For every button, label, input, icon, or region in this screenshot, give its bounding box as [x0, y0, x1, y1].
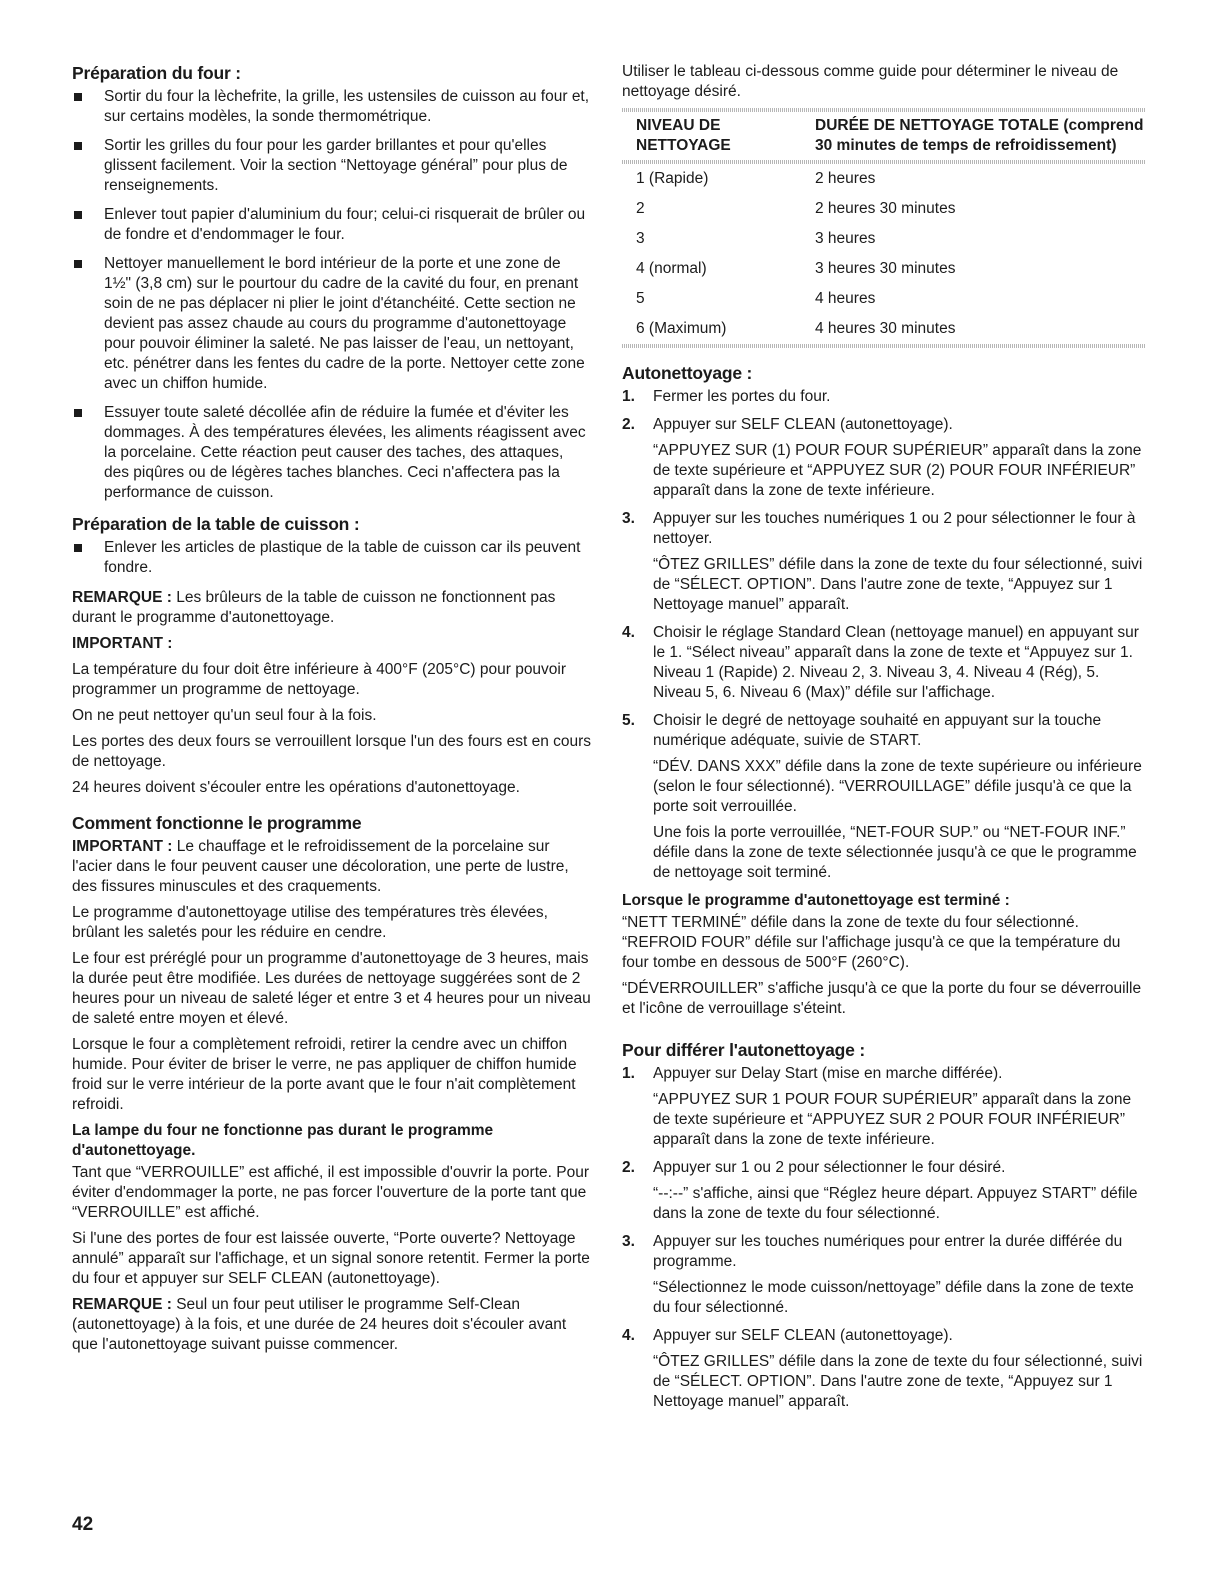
- step-item: 1. Fermer les portes du four.: [622, 388, 831, 405]
- note-paragraph: REMARQUE : Seul un four peut utiliser le programme Self-Clean (autonettoyage) à la fois, et une durée de 24 heures doit s'écouler avant que l'autonettoyage suivant puisse commencer.: [72, 1296, 567, 1353]
- list-item: Sortir du four la lèchefrite, la grille, les ustensiles de cuisson au four et, sur certains modèles, la sonde thermométrique.: [72, 87, 592, 127]
- autoclean-steps: [622, 387, 1146, 883]
- bullet-square-icon: [74, 544, 82, 552]
- lamp-paragraph: Si l'une des portes de four est laissée ouverte, “Porte ouverte? Nettoyage annulé” apparaît sur l'affichage, et un signal sonore retentit. Fermer la porte du four et appuyer sur SELF CLEAN (autonettoyage).: [72, 1230, 590, 1287]
- how-heading: Comment fonctionne le programme: [72, 813, 362, 833]
- step-item: 3. Appuyer sur les touches numériques 1 ou 2 pour sélectionner le four à nettoyer. “ÔTEZ GRILLES” défile dans la zone de texte du four sélectionné, suivi de “SÉLECT. OPTION”. Dans l'autre zone de texte, “Appuyez sur 1 Nettoyage manuel” apparaît.: [622, 510, 1143, 613]
- list-item: Nettoyer manuellement le bord intérieur de la porte et une zone de 1½" (3,8 cm) sur le pourtour du cadre de la cavité du four, en prenant soin de ne pas déplacer ni plier le joint d'étanchéité. Cette section ne devient pas assez chaude au cours du programme d'autonettoyage pour pouvoir éliminer la saleté. Ne pas laisser de l'eau, un nettoyant, etc. pénétrer dans les fentes du cadre de la porte. Nettoyer cette zone avec un chiffon humide.: [72, 254, 592, 394]
- important-paragraph: Les portes des deux fours se verrouillent lorsque l'un des fours est en cours de nettoyage.: [72, 733, 592, 770]
- table-intro: Utiliser le tableau ci-dessous comme guide pour déterminer le niveau de nettoyage désiré.: [622, 63, 1119, 100]
- step-item: 2. Appuyer sur 1 ou 2 pour sélectionner le four désiré. “--:--” s'affiche, ainsi que “Réglez heure départ. Appuyez START” défile dans la zone de texte du four sélectionné.: [622, 1159, 1138, 1222]
- table-row: 1 (Rapide) 2 heures: [636, 170, 876, 187]
- list-item: Enlever les articles de plastique de la table de cuisson car ils peuvent fondre.: [72, 538, 592, 578]
- step-item: 1. Appuyer sur Delay Start (mise en marche différée). “APPUYEZ SUR 1 POUR FOUR SUPÉRIEUR” apparaît dans la zone de texte supérieure et “APPUYEZ SUR 2 POUR FOUR INFÉRIEUR” apparaît dans la zone de texte inférieure.: [622, 1065, 1132, 1148]
- left-column: [72, 62, 592, 1361]
- how-important-paragraph: IMPORTANT : Le chauffage et le refroidissement de la porcelaine sur l'acier dans le four peuvent causer une décoloration, une perte de lustre, des fissures minuscules et des craquements.: [72, 838, 569, 895]
- important-label: IMPORTANT :: [72, 635, 173, 652]
- done-paragraph: “DÉVERROUILLER” s'affiche jusqu'à ce que la porte du four se déverrouille et l'icône de verrouillage s'éteint.: [622, 980, 1142, 1017]
- lamp-paragraph: Tant que “VERROUILLE” est affiché, il est impossible d'ouvrir la porte. Pour éviter d'endommager la porte, ne pas forcer l'ouverture de la porte tant que “VERROUILLE” est affiché.: [72, 1164, 589, 1221]
- cleaning-level-table: [622, 108, 1146, 348]
- autoclean-heading: Autonettoyage :: [622, 363, 753, 383]
- column-header-level: NIVEAU DE NETTOYAGE: [636, 117, 731, 154]
- step-item: 3. Appuyer sur les touches numériques pour entrer la durée différée du programme. “Sélectionnez le mode cuisson/nettoyage” défile dans la zone de texte du four sélectionné.: [622, 1233, 1134, 1316]
- done-paragraph: “NETT TERMINÉ” défile dans la zone de texte du four sélectionné. “REFROID FOUR” défile sur l'affichage jusqu'à ce que la température du four tombe en dessous de 500°F (260°C).: [622, 914, 1121, 971]
- table-row: 6 (Maximum) 4 heures 30 minutes: [636, 320, 956, 337]
- prep-cooktop-heading: Préparation de la table de cuisson :: [72, 514, 360, 534]
- table-row: 2 2 heures 30 minutes: [636, 200, 956, 217]
- prep-oven-heading: Préparation du four :: [72, 63, 241, 83]
- bullet-square-icon: [74, 93, 82, 101]
- right-column: [622, 62, 1146, 1420]
- list-item: Essuyer toute saleté décollée afin de réduire la fumée et d'éviter les dommages. À des températures élevées, les aliments réagissent avec la porcelaine. Cette réaction peut causer des taches, des attaques, des piqûres ou de légères taches blanches. Ceci n'affectera pas la performance de cuisson.: [72, 403, 592, 503]
- spacer: [72, 804, 592, 812]
- lamp-heading: La lampe du four ne fonctionne pas durant le programme d'autonettoyage.: [72, 1122, 494, 1159]
- list-item: Enlever tout papier d'aluminium du four; celui-ci risquerait de brûler ou de fondre et d'endommager le four.: [72, 205, 592, 245]
- how-paragraph: Le programme d'autonettoyage utilise des températures très élevées, brûlant les saletés pour les réduire en cendre.: [72, 904, 548, 941]
- how-paragraph: Lorsque le four a complètement refroidi, retirer la cendre avec un chiffon humide. Pour éviter de briser le verre, ne pas appliquer de chiffon humide froid sur le verre intérieur de la porte avant que le four n'ait complètement refroidi.: [72, 1036, 577, 1113]
- step-item: 4. Choisir le réglage Standard Clean (nettoyage manuel) en appuyant sur le 1. “Sélect niveau” apparaît dans la zone de texte et “Appuyez sur 1. Niveau 1 (Rapide) 2. Niveau 2, 3. Niveau 3, 4. Niveau 4 (Rég), 5. Niveau 5, 6. Niveau 6 (Max)” défile sur l'affichage.: [622, 624, 1139, 701]
- important-paragraph: On ne peut nettoyer qu'un seul four à la fois.: [72, 707, 377, 724]
- spacer: [622, 1025, 1146, 1039]
- bullet-square-icon: [74, 211, 82, 219]
- important-paragraph: 24 heures doivent s'écouler entre les opérations d'autonettoyage.: [72, 779, 520, 796]
- done-heading: Lorsque le programme d'autonettoyage est terminé :: [622, 892, 1010, 909]
- delay-steps: [622, 1064, 1146, 1412]
- table-header-row: [622, 112, 1146, 160]
- step-item: 2. Appuyer sur SELF CLEAN (autonettoyage). “APPUYEZ SUR (1) POUR FOUR SUPÉRIEUR” apparaît dans la zone de texte supérieure et “APPUYEZ SUR (2) POUR FOUR INFÉRIEUR” apparaît dans la zone de texte inférieure.: [622, 416, 1142, 499]
- note-paragraph: REMARQUE : Les brûleurs de la table de cuisson ne fonctionnent pas durant le programme d'autonettoyage.: [72, 589, 556, 626]
- table-row: 3 3 heures: [636, 230, 876, 247]
- column-header-duration: DURÉE DE NETTOYAGE TOTALE (comprend 30 minutes de temps de refroidissement): [815, 117, 1144, 154]
- important-paragraph: La température du four doit être inférieure à 400°F (205°C) pour pouvoir programmer un programme de nettoyage.: [72, 661, 567, 698]
- delay-heading: Pour différer l'autonettoyage :: [622, 1040, 865, 1060]
- prep-oven-list: [72, 87, 592, 503]
- list-item: Sortir les grilles du four pour les garder brillantes et pour qu'elles glissent facilement. Voir la section “Nettoyage général” pour plus de renseignements.: [72, 136, 592, 196]
- table-row: 5 4 heures: [636, 290, 876, 307]
- page-number: 42: [72, 1514, 94, 1535]
- step-item: 5. Choisir le degré de nettoyage souhaité en appuyant sur la touche numérique adéquate, suivie de START. “DÉV. DANS XXX” défile dans la zone de texte supérieure ou inférieure (selon le four sélectionné). “VERROUILLAGE” défile jusqu'à ce que la porte soit verrouillée. Une fois la porte verrouillée, “NET-FOUR SUP.” ou “NET-FOUR INF.” défile dans la zone de texte sélectionnée jusqu'à ce que le programme de nettoyage soit terminé.: [622, 712, 1142, 881]
- bullet-square-icon: [74, 260, 82, 268]
- table-rule: [622, 344, 1146, 348]
- bullet-square-icon: [74, 142, 82, 150]
- bullet-square-icon: [74, 409, 82, 417]
- prep-cooktop-list: [72, 538, 592, 578]
- table-row: 4 (normal) 3 heures 30 minutes: [636, 260, 956, 277]
- how-paragraph: Le four est préréglé pour un programme d'autonettoyage de 3 heures, mais la durée peut être modifiée. Les durées de nettoyage suggérées sont de 2 heures pour un niveau de saleté léger et entre 3 et 4 heures pour un niveau de saleté entre moyen et élevé.: [72, 950, 591, 1027]
- step-item: 4. Appuyer sur SELF CLEAN (autonettoyage). “ÔTEZ GRILLES” défile dans la zone de texte du four sélectionné, suivi de “SÉLECT. OPTION”. Dans l'autre zone de texte, “Appuyez sur 1 Nettoyage manuel” apparaît.: [622, 1327, 1143, 1410]
